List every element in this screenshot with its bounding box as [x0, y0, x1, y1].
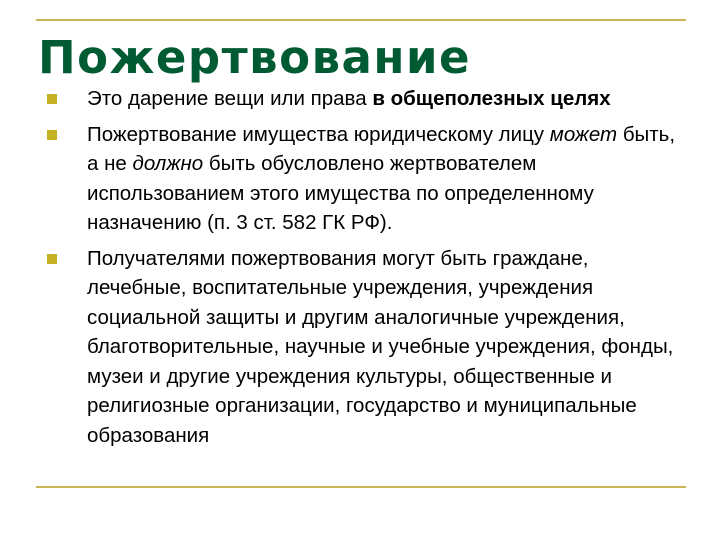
bullet-text: быть обусловлено жертвователем использованием этого имущества по определенному назначению (п. 3 ст. 582 ГК РФ).: [87, 152, 594, 234]
top-divider: [36, 19, 686, 21]
bottom-divider: [36, 486, 686, 488]
bullet-text: Это дарение вещи или права: [87, 87, 373, 110]
bullet-item-legal-entity: [0, 120, 720, 238]
bullet-text: Получателями пожертвования могут быть граждане, лечебные, воспитательные учреждения, учреждения социальной защиты и другим аналогичные учреждения, благотворительные, научные и учебные учреждения, фонды, музеи и другие учреждения культуры, общественные и религиозные организации, государство и муниципальные образования: [87, 246, 674, 447]
bullet-text-italic: может: [549, 122, 618, 146]
bullet-text: Пожертвование имущества юридическому лицу: [87, 122, 550, 146]
bullet-text-bold: в общеполезных целях: [372, 87, 611, 110]
bullet-text-italic: должно: [132, 152, 204, 175]
bullet-list: [0, 84, 720, 456]
slide-title: Пожертвование: [38, 31, 472, 84]
bullet-text: быть, а не: [87, 122, 676, 175]
bullet-square-icon: [47, 254, 57, 264]
bullet-square-icon: [47, 94, 57, 104]
bullet-square-icon: [47, 130, 57, 140]
bullet-item-definition: [0, 84, 720, 114]
bullet-item-recipients: [0, 244, 720, 451]
